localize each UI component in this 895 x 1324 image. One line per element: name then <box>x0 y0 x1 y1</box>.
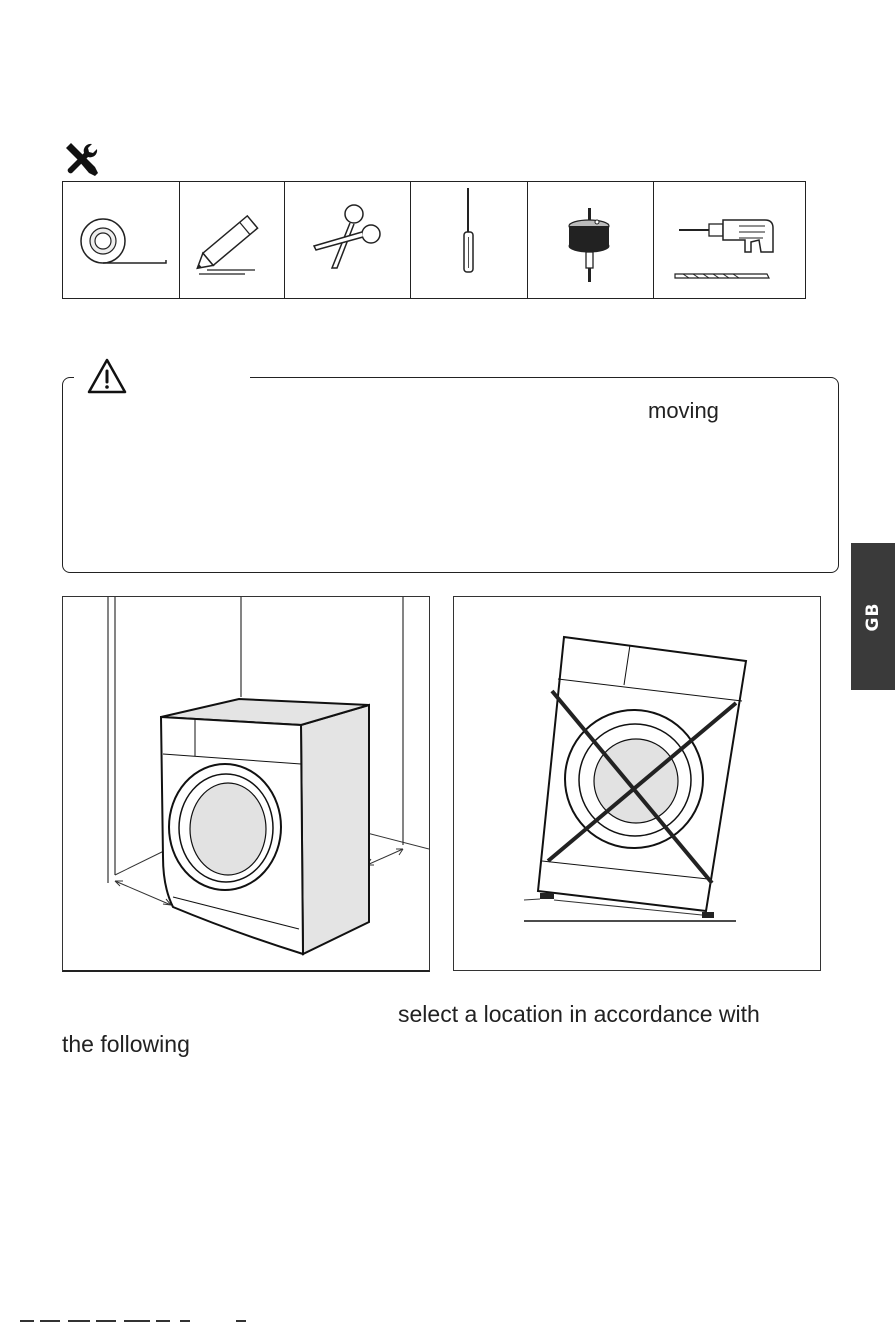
tool-cell-screwdriver <box>410 182 528 298</box>
pencil-icon <box>179 182 284 298</box>
screwdriver-icon <box>410 182 527 298</box>
warning-box <box>62 377 839 573</box>
washer-installed-icon <box>63 597 429 969</box>
warning-text: moving <box>648 398 719 423</box>
body-text-line-1: select a location in accordance with <box>398 1001 760 1027</box>
tool-cell-scissors <box>284 182 411 298</box>
drill-icon <box>653 182 805 298</box>
tool-cell-pencil <box>179 182 285 298</box>
tape-measure-icon <box>63 182 179 298</box>
hole-saw-icon <box>527 182 653 298</box>
tools-strip <box>62 181 806 299</box>
washer-tilted-crossed-icon <box>454 597 820 970</box>
footer-marks <box>20 1319 250 1323</box>
tool-cell-drill <box>653 182 805 298</box>
scissors-icon <box>284 182 410 298</box>
figure-washer-location <box>62 596 430 972</box>
tool-cell-tape-measure <box>63 182 180 298</box>
language-tab-label: GB <box>863 602 883 631</box>
warning-triangle-icon <box>86 357 128 395</box>
language-tab[interactable] <box>851 543 895 690</box>
tool-cell-hole-saw <box>527 182 654 298</box>
body-text-line-2: the following <box>62 1031 190 1057</box>
tools-icon <box>62 140 100 178</box>
figure-washer-tilted <box>453 596 821 971</box>
